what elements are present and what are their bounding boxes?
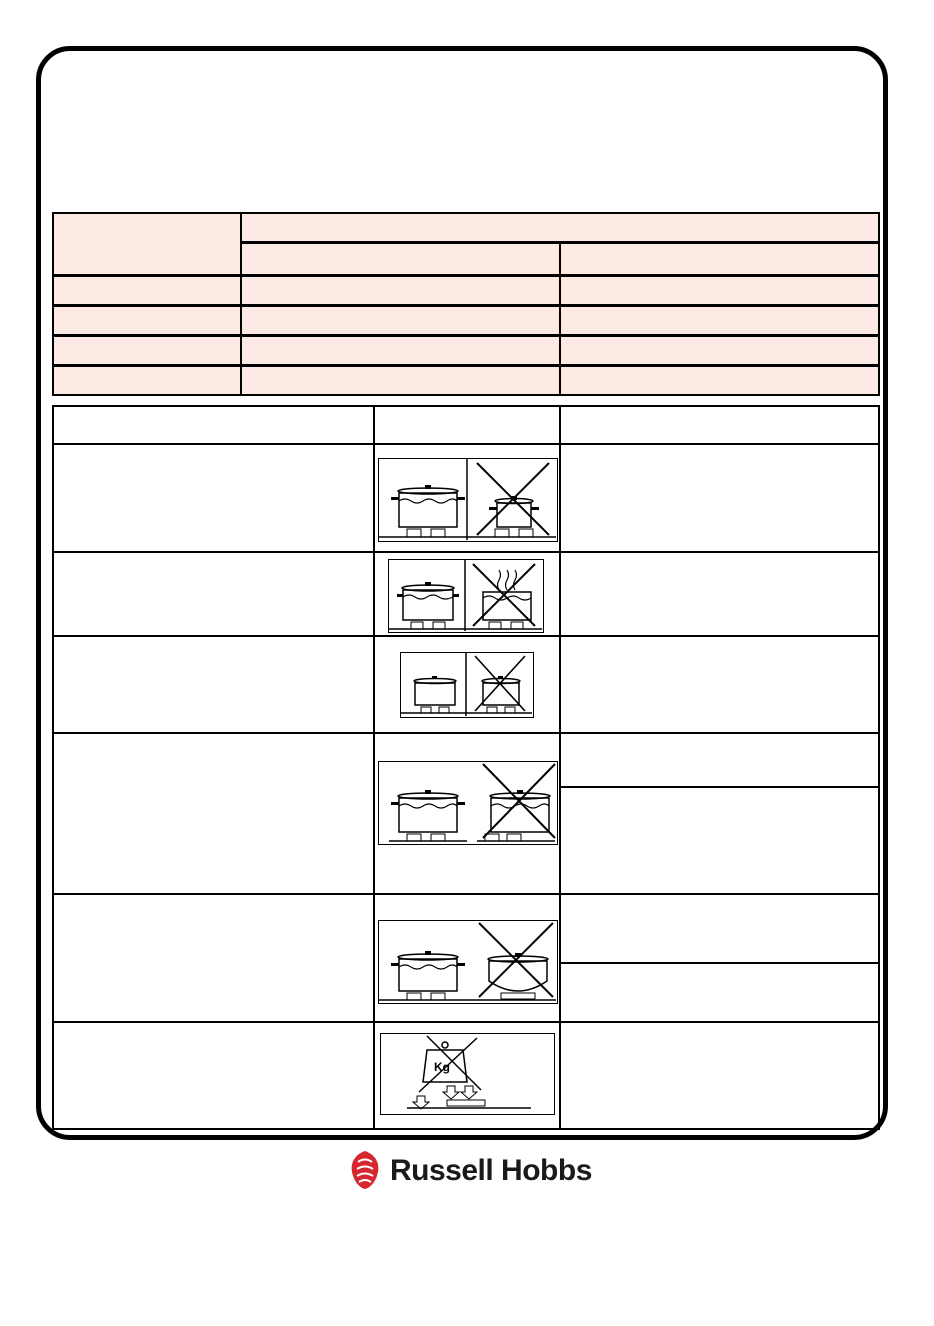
column-divider [559,407,561,1128]
table-header-cell [54,214,240,274]
pan-on-burner-pictogram [378,458,558,542]
row-divider [559,786,878,788]
table-row [54,277,878,307]
table-divider [240,214,242,394]
table-divider [559,244,561,394]
no-heavy-objects-pictogram [380,1033,555,1115]
table-row [54,307,878,337]
row-divider [54,551,878,553]
pan-position-pictogram [378,761,558,845]
brand-name: Russell Hobbs [390,1154,592,1187]
pan-size-pictogram [400,652,534,718]
table-row [54,337,878,367]
row-divider [54,732,878,734]
heading-area [60,64,872,204]
cookware-tips-table [52,405,880,1130]
brand-logo [346,1150,606,1194]
row-divider [54,443,878,445]
lid-on-pan-pictogram [388,559,544,633]
column-divider [373,407,375,1128]
table-row [54,367,878,394]
row-divider [54,893,878,895]
weight-label: Kg [434,1060,450,1074]
flat-bottom-pan-pictogram [378,920,558,1004]
logo-emblem-icon [348,1150,382,1190]
row-divider [559,962,878,964]
row-divider [54,1021,878,1023]
burner-pan-size-table [52,212,880,396]
row-divider [54,635,878,637]
